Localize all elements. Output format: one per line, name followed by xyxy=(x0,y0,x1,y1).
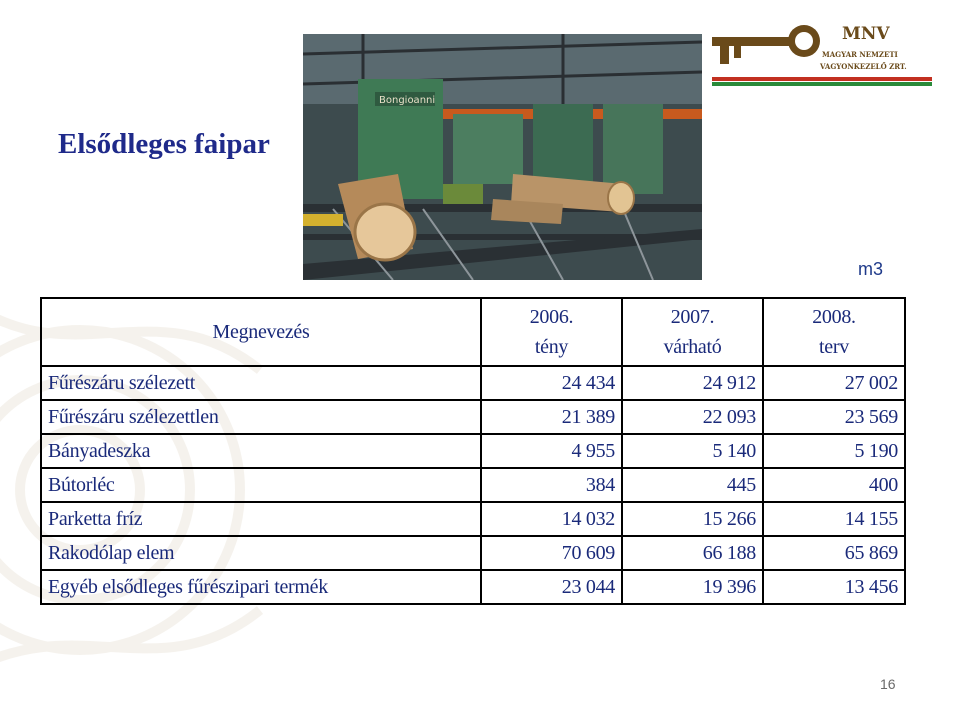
value-2008: 23 569 xyxy=(763,400,905,434)
value-2008: 400 xyxy=(763,468,905,502)
value-2007: 19 396 xyxy=(622,570,763,604)
value-2008: 27 002 xyxy=(763,366,905,400)
key-icon xyxy=(712,25,820,64)
row-name: Fűrészáru szélezettlen xyxy=(41,400,481,434)
table-row xyxy=(41,502,905,536)
value-2007: 445 xyxy=(622,468,763,502)
sawmill-photo xyxy=(303,34,702,280)
value-2007: 5 140 xyxy=(622,434,763,468)
header-2006-type: tény xyxy=(534,336,569,358)
table-row xyxy=(41,400,905,434)
value-2007: 66 188 xyxy=(622,536,763,570)
value-2006: 24 434 xyxy=(481,366,622,400)
value-2006: 4 955 xyxy=(481,434,622,468)
table-row xyxy=(41,570,905,604)
table-row xyxy=(41,468,905,502)
row-name: Rakodólap elem xyxy=(41,536,481,570)
value-2007: 24 912 xyxy=(622,366,763,400)
header-2006 xyxy=(481,298,622,366)
mnv-logo xyxy=(712,15,942,95)
value-2006: 70 609 xyxy=(481,536,622,570)
header-2006-year: 2006. xyxy=(529,306,574,328)
row-name: Parketta fríz xyxy=(41,502,481,536)
logo-line2: VAGYONKEZELŐ ZRT. xyxy=(820,62,907,71)
row-name: Bútorléc xyxy=(41,468,481,502)
value-2006: 23 044 xyxy=(481,570,622,604)
value-2007: 15 266 xyxy=(622,502,763,536)
page-number: 16 xyxy=(880,676,896,692)
value-2008: 5 190 xyxy=(763,434,905,468)
value-2008: 14 155 xyxy=(763,502,905,536)
table-row xyxy=(41,366,905,400)
value-2007: 22 093 xyxy=(622,400,763,434)
table-row xyxy=(41,434,905,468)
production-table xyxy=(40,297,906,605)
value-2008: 13 456 xyxy=(763,570,905,604)
table-header-row xyxy=(41,298,905,366)
table-row xyxy=(41,536,905,570)
header-2008-year: 2008. xyxy=(812,306,856,328)
header-name: Megnevezés xyxy=(41,298,481,366)
logo-name: MNV xyxy=(842,24,890,44)
machine-label: Bongioanni xyxy=(379,95,436,106)
row-name: Egyéb elsődleges fűrészipari termék xyxy=(41,570,481,604)
value-2006: 14 032 xyxy=(481,502,622,536)
value-2008: 65 869 xyxy=(763,536,905,570)
header-2008 xyxy=(763,298,905,366)
header-2008-type: terv xyxy=(819,336,849,358)
slide-title: Elsődleges faipar xyxy=(58,128,270,160)
row-name: Fűrészáru szélezett xyxy=(41,366,481,400)
row-name: Bányadeszka xyxy=(41,434,481,468)
value-2006: 384 xyxy=(481,468,622,502)
logo-line1: MAGYAR NEMZETI xyxy=(822,50,898,59)
header-2007 xyxy=(622,298,763,366)
unit-label: m3 xyxy=(858,259,884,279)
header-2007-year: 2007. xyxy=(670,306,715,328)
header-2007-type: várható xyxy=(663,336,722,358)
value-2006: 21 389 xyxy=(481,400,622,434)
